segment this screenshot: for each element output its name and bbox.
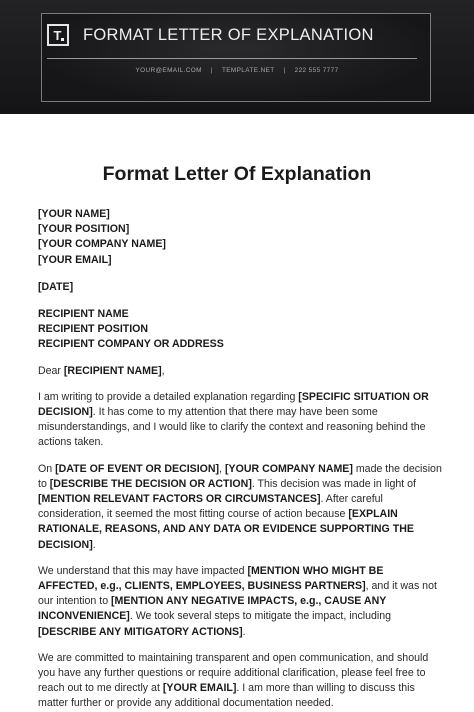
document-title: Format Letter Of Explanation: [102, 163, 372, 185]
paragraph-text: . After careful consideration, it seemed the most fitting course of action because: [38, 493, 383, 521]
placeholder-text: [YOUR EMAIL]: [162, 682, 237, 695]
paragraph-text: On: [38, 462, 56, 475]
logo-dot: [61, 38, 64, 41]
banner-contacts: [0, 67, 474, 74]
recipient-address: RECIPIENT COMPANY OR ADDRESS: [38, 338, 224, 351]
recipient-name: RECIPIENT NAME: [38, 308, 129, 321]
paragraph-text: . It has come to my attention that there may have been some misunderstandings, and I would like to clarify the context and reasoning behind the actions taken.: [38, 406, 426, 449]
logo-letter: T: [53, 28, 62, 43]
banner-email: YOUR@EMAIL.COM: [135, 67, 202, 74]
salutation: [38, 364, 444, 379]
placeholder-text: [MENTION ANY NEGATIVE IMPACTS, e.g., CAUSE ANY INCONVENIENCE]: [38, 595, 387, 623]
sender-block: [38, 207, 444, 268]
banner-divider: [47, 58, 417, 59]
paragraph-text: We understand that this may have impacted: [38, 564, 248, 577]
recipient-block: [38, 307, 444, 353]
salutation-name: [RECIPIENT NAME]: [63, 364, 162, 377]
paragraph-text: . I am more than willing to discuss this matter further or provide any additional documentation needed.: [38, 682, 415, 710]
placeholder-text: [SPECIFIC SITUATION OR DECISION]: [38, 390, 429, 419]
paragraph-text: made the decision to: [38, 462, 442, 490]
paragraph-text: . This decision was made in light of: [251, 477, 416, 490]
placeholder-text: [EXPLAIN RATIONALE, REASONS, AND ANY DATA OR EVIDENCE SUPPORTING THE DECISION]: [38, 508, 414, 551]
sender-company: [YOUR COMPANY NAME]: [38, 238, 166, 251]
placeholder-text: [DESCRIBE THE DECISION OR ACTION]: [49, 477, 252, 490]
sender-email: [YOUR EMAIL]: [38, 253, 112, 266]
placeholder-text: [DATE OF EVENT OR DECISION]: [55, 462, 220, 475]
recipient-position: RECIPIENT POSITION: [38, 323, 149, 336]
banner-separator: |: [283, 67, 286, 74]
letter-date: [DATE]: [38, 280, 74, 293]
banner-title: FORMAT LETTER OF EXPLANATION: [83, 26, 374, 44]
paragraph-text: .: [242, 625, 246, 638]
paragraph-text: ,: [219, 462, 225, 475]
salutation-prefix: Dear: [38, 364, 64, 377]
template-logo-icon: [47, 24, 69, 46]
letter-body: [38, 207, 444, 712]
sender-position: [YOUR POSITION]: [38, 223, 130, 236]
sender-name: [YOUR NAME]: [38, 208, 110, 220]
body-paragraph: [38, 564, 444, 640]
placeholder-text: [YOUR COMPANY NAME]: [224, 462, 353, 475]
banner-phone: 222 555 7777: [294, 67, 339, 74]
paragraph-text: I am writing to provide a detailed explanation regarding: [38, 390, 299, 403]
salutation-suffix: ,: [161, 364, 165, 377]
body-paragraphs: [38, 390, 444, 712]
paragraph-text: , and it was not our intention to: [38, 580, 437, 608]
banner-website: TEMPLATE.NET: [221, 67, 275, 74]
body-paragraph: [38, 390, 444, 451]
body-paragraph: [38, 462, 444, 553]
paragraph-text: We are committed to maintaining transparent and open communication, and should you have any further questions or require additional clarification, please feel free to reach out to me directly at: [38, 651, 429, 695]
header-band: [0, 0, 474, 114]
placeholder-text: [DESCRIBE ANY MITIGATORY ACTIONS]: [38, 625, 243, 638]
paragraph-text: . We took several steps to mitigate the impact, including: [129, 610, 392, 623]
placeholder-text: [MENTION RELEVANT FACTORS OR CIRCUMSTANCES]: [38, 493, 321, 506]
banner-separator: |: [210, 67, 213, 74]
paragraph-text: .: [92, 538, 96, 551]
body-paragraph: [38, 651, 444, 712]
placeholder-text: [MENTION WHO MIGHT BE AFFECTED, e.g., CLIENTS, EMPLOYEES, BUSINESS PARTNERS]: [38, 564, 384, 593]
